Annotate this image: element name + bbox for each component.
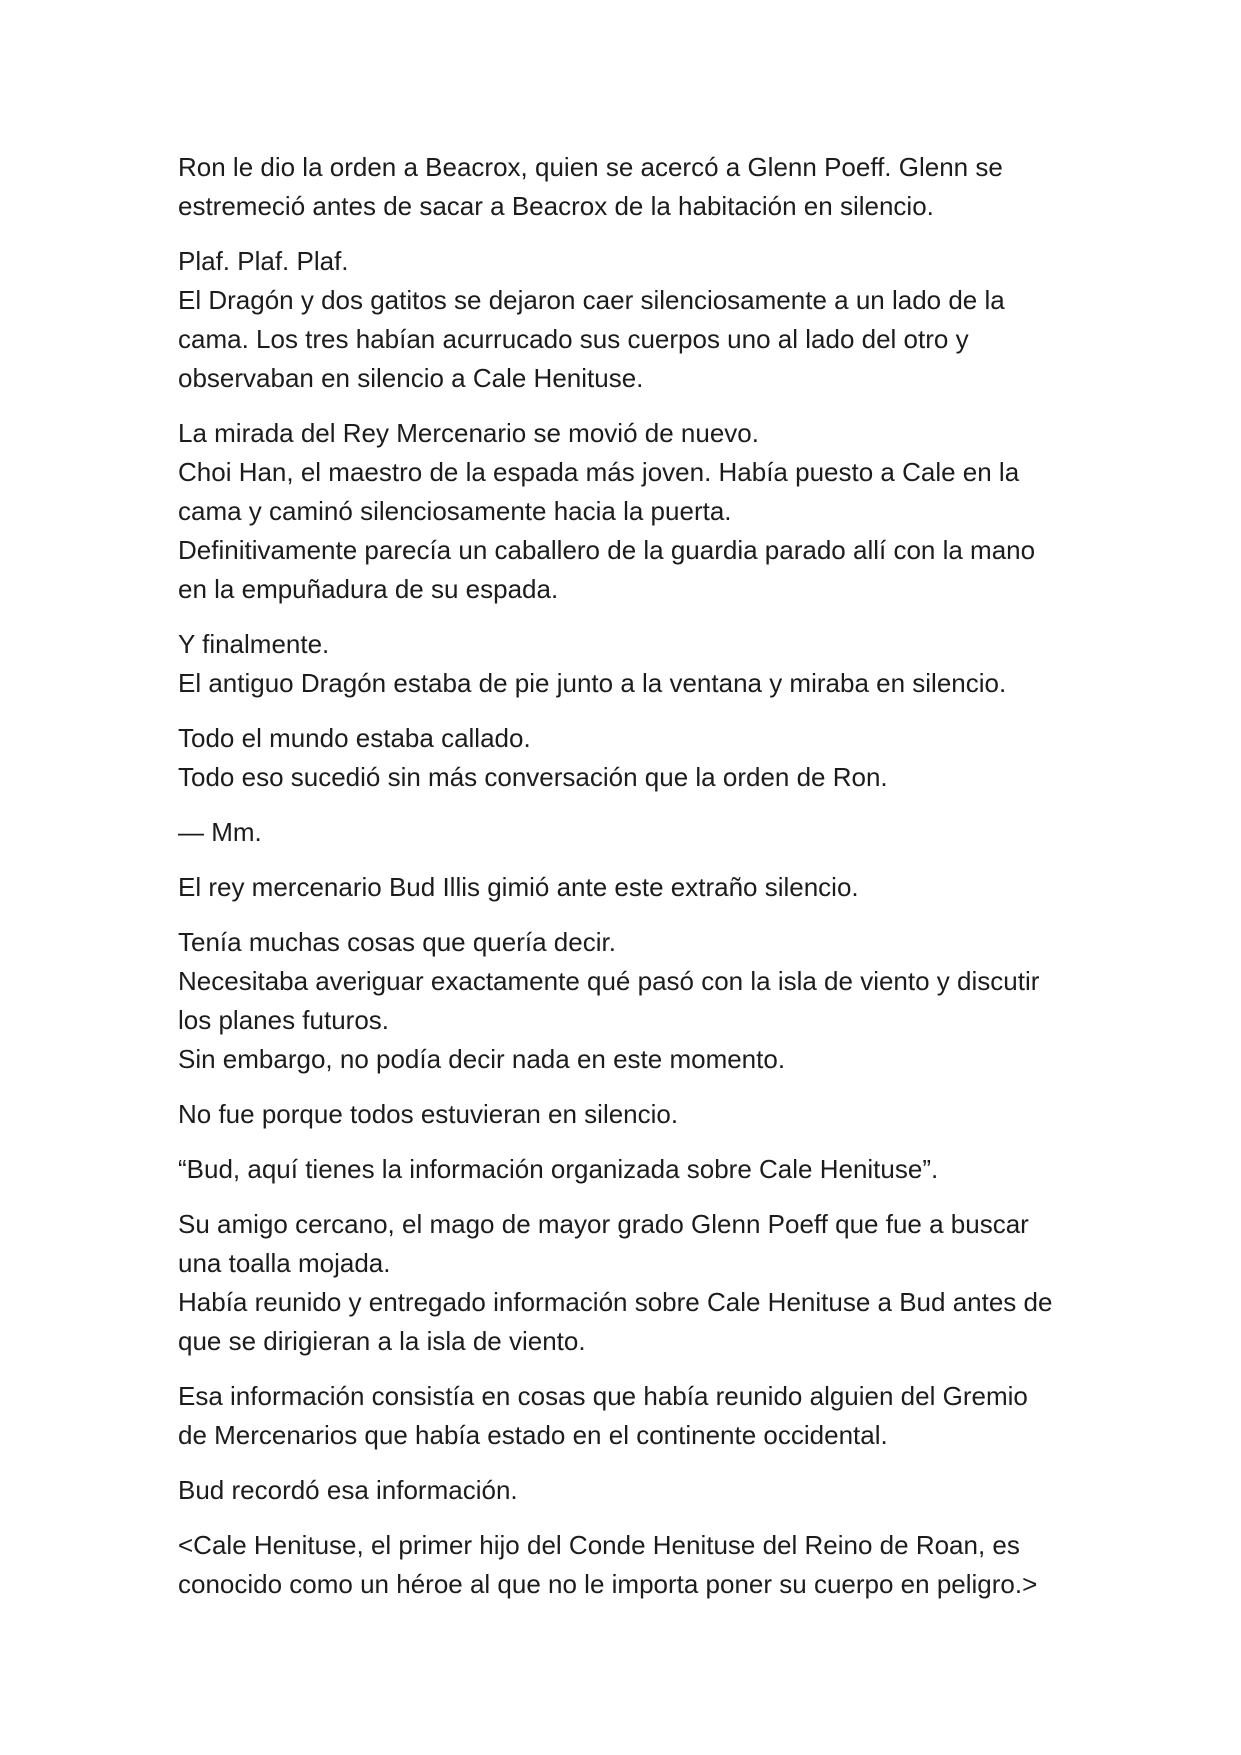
- text-line: Ron le dio la orden a Beacrox, quien se acercó a Glenn Poeff. Glenn se: [178, 152, 1003, 182]
- text-line: La mirada del Rey Mercenario se movió de nuevo.: [178, 418, 759, 448]
- text-line: cama. Los tres habían acurrucado sus cuerpos uno al lado del otro y: [178, 324, 969, 354]
- paragraph: [178, 1095, 1078, 1134]
- paragraph: [178, 923, 1078, 1079]
- text-line: No fue porque todos estuvieran en silencio.: [178, 1099, 679, 1129]
- paragraph: [178, 1205, 1078, 1361]
- text-line: una toalla mojada.: [178, 1248, 391, 1278]
- text-line: El rey mercenario Bud Illis gimió ante este extraño silencio.: [178, 872, 859, 902]
- paragraph: [178, 1471, 1078, 1510]
- paragraph: [178, 868, 1078, 907]
- paragraph: [178, 1150, 1078, 1189]
- text-line: Sin embargo, no podía decir nada en este momento.: [178, 1044, 786, 1074]
- paragraph: [178, 813, 1078, 852]
- paragraph: [178, 148, 1078, 226]
- text-line: Todo el mundo estaba callado.: [178, 723, 531, 753]
- text-line: Choi Han, el maestro de la espada más joven. Había puesto a Cale en la: [178, 457, 1020, 487]
- document-body: [178, 148, 1078, 1620]
- text-line: Su amigo cercano, el mago de mayor grado Glenn Poeff que fue a buscar: [178, 1209, 1029, 1239]
- text-line: El antiguo Dragón estaba de pie junto a la ventana y miraba en silencio.: [178, 668, 1007, 698]
- paragraph: [178, 1526, 1078, 1604]
- text-line: Y finalmente.: [178, 629, 330, 659]
- text-line: en la empuñadura de su espada.: [178, 574, 559, 604]
- text-line: <Cale Henituse, el primer hijo del Conde Henituse del Reino de Roan, es: [178, 1530, 1020, 1560]
- text-line: Bud recordó esa información.: [178, 1475, 518, 1505]
- text-line: Definitivamente parecía un caballero de la guardia parado allí con la mano: [178, 535, 1036, 565]
- text-line: cama y caminó silenciosamente hacia la puerta.: [178, 496, 732, 526]
- text-line: “Bud, aquí tienes la información organizada sobre Cale Henituse”.: [178, 1154, 939, 1184]
- paragraph: [178, 414, 1078, 609]
- text-line: conocido como un héroe al que no le importa poner su cuerpo en peligro.>: [178, 1569, 1038, 1599]
- text-line: los planes futuros.: [178, 1005, 390, 1035]
- text-line: de Mercenarios que había estado en el continente occidental.: [178, 1420, 888, 1450]
- text-line: estremeció antes de sacar a Beacrox de la habitación en silencio.: [178, 191, 934, 221]
- text-line: Había reunido y entregado información sobre Cale Henituse a Bud antes de: [178, 1287, 1053, 1317]
- paragraph: [178, 719, 1078, 797]
- text-line: El Dragón y dos gatitos se dejaron caer silenciosamente a un lado de la: [178, 285, 1005, 315]
- paragraph: [178, 242, 1078, 398]
- text-line: que se dirigieran a la isla de viento.: [178, 1326, 586, 1356]
- text-line: Necesitaba averiguar exactamente qué pasó con la isla de viento y discutir: [178, 966, 1040, 996]
- text-line: Todo eso sucedió sin más conversación que la orden de Ron.: [178, 762, 888, 792]
- paragraph: [178, 625, 1078, 703]
- text-line: observaban en silencio a Cale Henituse.: [178, 363, 644, 393]
- text-line: Plaf. Plaf. Plaf.: [178, 246, 349, 276]
- text-line: Esa información consistía en cosas que había reunido alguien del Gremio: [178, 1381, 1028, 1411]
- text-line: Tenía muchas cosas que quería decir.: [178, 927, 616, 957]
- paragraph: [178, 1377, 1078, 1455]
- text-line: — Mm.: [178, 817, 262, 847]
